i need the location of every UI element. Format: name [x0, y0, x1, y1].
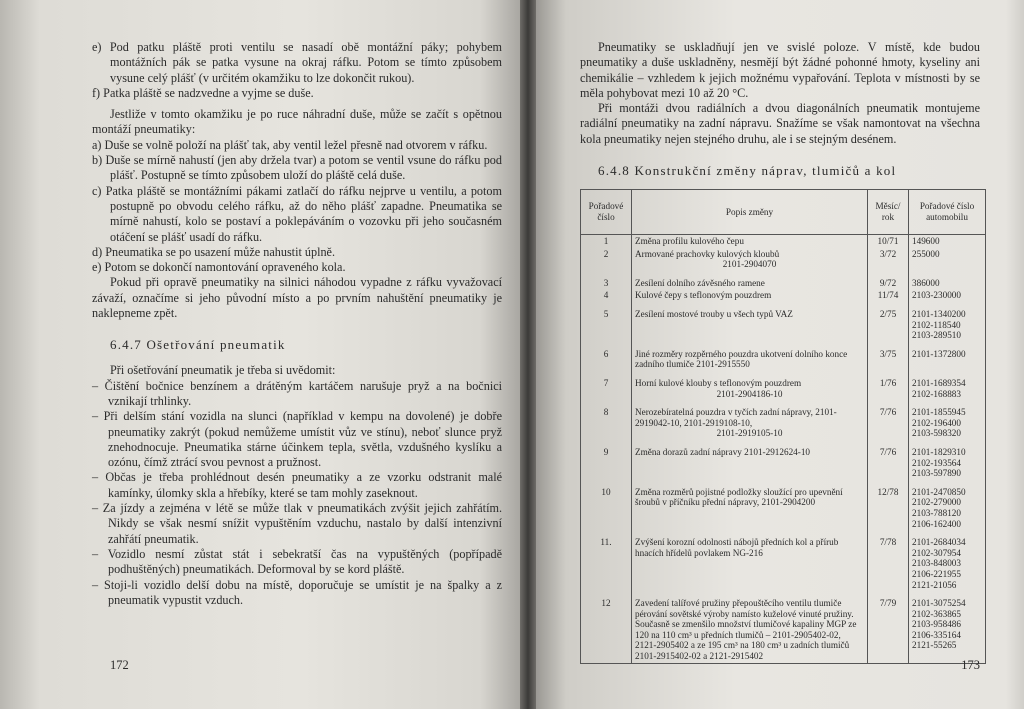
page-number: 172 [110, 658, 129, 672]
description-line: Změna dorazů zadní nápravy 2101-2912624-10 [635, 446, 811, 457]
section-heading: 6.4.8 Konstrukční změny náprav, tlumičů a kol [598, 163, 897, 179]
description-line: Změna profilu kulového čepu [635, 236, 744, 247]
car-number: 2101-1340200 [912, 309, 966, 320]
list-item: e) Pod patku pláště proti ventilu se nasadí obě montážní páky; pohybem montážních pák se patka vysune na okraj ráfku. Potom se tímto způsobem vysune celý plášť (v určitém okamžiku to lze dokončit rukou). [92, 40, 502, 85]
row-number-cell: 9 [581, 440, 632, 480]
paragraph: Pneumatiky se uskladňují jen ve svislé poloze. V místě, kde budou pneumatiky a duše uskladněny, nesmějí být žádné pohonné hmoty, kyseliny ani chemikálie – vzhledem k jejich možnému vypařování. Teplota v místnosti by se měla pohybovat mezi 10 až 20 °C. [580, 40, 980, 100]
car-number: 2103-848003 [912, 558, 961, 569]
car-number-cell [909, 248, 986, 271]
car-number: 2103-230000 [912, 290, 961, 301]
row-number-cell: 6 [581, 342, 632, 371]
table-row [581, 400, 986, 440]
table-row [581, 591, 986, 663]
description-cell [632, 271, 868, 290]
car-number: 2102-118540 [912, 319, 961, 330]
description-cell [632, 248, 868, 271]
car-number-cell [909, 591, 986, 663]
paragraph: Pokud při opravě pneumatiky na silnici náhodou vypadne z ráfku vyvažovací závaží, označíme si jeho původní místo a po prvním nahuštění pneumatiky je naklepneme zpět. [92, 275, 502, 321]
car-number: 2102-168883 [912, 388, 961, 399]
car-number: 2101-1372800 [912, 348, 966, 359]
description-cell [632, 440, 868, 480]
table-row [581, 480, 986, 530]
column-header: Měsíc/ rok [868, 190, 909, 235]
list-item: – Stoji-li vozidlo delší dobu na místě, doporučuje se umístit je na špalky a z pneumatik vypustit vzduch. [92, 577, 502, 607]
car-number: 2102-307954 [912, 547, 961, 558]
date-cell: 2/75 [868, 302, 909, 342]
list-item: d) Pneumatika se po usazení může nahustit úplně. [92, 244, 336, 259]
car-number: 2106-335164 [912, 629, 961, 640]
date-cell: 7/76 [868, 440, 909, 480]
paragraph: Při montáži dvou radiálních a dvou diagonálních pneumatik montujeme radiální pneumatiky na zadní nápravu. Snažíme se však namontovat na všechna kola pneumatiky nejen stejného druhu, ale i se stejným desénem. [580, 101, 980, 146]
list-item: f) Patka pláště se nadzvedne a vyjme se duše. [92, 85, 314, 100]
description-line: Horní kulové klouby s teflonovým pouzdrem [635, 378, 802, 389]
list-item: – Čištění bočnice benzínem a drátěným kartáčem narušuje pryž a na bočnici vznikají trhlinky. [92, 378, 502, 408]
description-line: Zesílení dolního závěsného ramene [635, 277, 765, 288]
row-number-cell: 11. [581, 530, 632, 591]
paragraph: Jestliže v tomto okamžiku je po ruce náhradní duše, může se začít s opětnou montáží pneumatiky: [92, 107, 502, 137]
row-number-cell: 5 [581, 302, 632, 342]
table-header-row [581, 190, 986, 235]
table-row [581, 440, 986, 480]
car-number: 149600 [912, 236, 940, 247]
list-item: c) Patka pláště se montážními pákami zatlačí do ráfku nejprve u ventilu, a potom postupně po obvodu celého ráfku, až do něho plášť zapadne. Pneumatika se mírně nahustí, kolo se postaví a poklepáváním o vozovku při jeho současném otáčení se plášť usadí do ráfku. [92, 183, 502, 244]
date-cell: 1/76 [868, 371, 909, 400]
row-number-cell: 4 [581, 289, 632, 302]
list-item: e) Potom se dokončí namontování opraveného kola. [92, 260, 346, 275]
section-heading: 6.4.7 Ošetřování pneumatik [110, 337, 286, 353]
car-number-cell [909, 302, 986, 342]
description-line: Jiné rozměry rozpěrného pouzdra ukotvení dolního konce zadního tlumiče 2101-2915550 [635, 348, 848, 370]
row-number-cell: 3 [581, 271, 632, 290]
car-number: 2106-221955 [912, 568, 961, 579]
car-number: 2102-363865 [912, 608, 961, 619]
column-header: Pořadové číslo [581, 190, 632, 235]
list-item: – Vozidlo nesmí zůstat stát i sebekratší čas na vypuštěných (popřípadě podhuštěných) pneumatikách. Deformoval by se kord pláště. [92, 546, 502, 577]
paragraph: Při ošetřování pneumatik je třeba si uvědomit: [110, 363, 336, 378]
car-number: 2101-1689354 [912, 378, 966, 389]
car-number: 2102-196400 [912, 417, 961, 428]
description-line: Zesílení mostové trouby u všech typů VAZ [635, 309, 793, 320]
car-number: 2121-55265 [912, 640, 957, 651]
description-line: 2101-2904186-10 [716, 388, 783, 399]
car-number: 2101-3075254 [912, 598, 966, 609]
list-item: – Při delším stání vozidla na slunci (například v kempu na dovolené) je dobře pneumatiky zakrýt (pokud nemůžeme umístit vůz ve stínu), neboť slunce pryž znehodnocuje. Pneumatika stárne účinkem tepla, světla, vzdušného kyslíku a ozónu, čímž ztrácí svou pevnost a pružnost. [92, 409, 502, 470]
table-body [581, 235, 986, 664]
date-cell: 7/76 [868, 400, 909, 440]
description-cell [632, 235, 868, 248]
car-number-cell [909, 289, 986, 302]
list-item: – Za jízdy a zejména v létě se může tlak v pneumatikách zvýšit jejich zahřátím. Nikdy se však nesmí snížit vypuštěním vzduchu, nastalo by další intenzivní zahřátí pneumatik. [92, 501, 502, 546]
car-number: 2101-1855945 [912, 407, 966, 418]
table-row [581, 235, 986, 248]
car-number: 2103-289510 [912, 330, 961, 341]
car-number-cell [909, 271, 986, 290]
car-number: 2103-958486 [912, 619, 961, 630]
car-number-cell [909, 371, 986, 400]
date-cell: 9/72 [868, 271, 909, 290]
left-text-column [92, 40, 502, 608]
description-line: Změna rozměrů pojistné podložky sloužící pro upevnění šroubů v příčníku přední nápravy, 2101-2904200 [635, 486, 843, 508]
date-cell: 3/75 [868, 342, 909, 371]
description-line: Armované prachovky kulových kloubů [635, 248, 780, 259]
description-line: Kulové čepy s teflonovým pouzdrem [635, 290, 772, 301]
car-number-cell [909, 400, 986, 440]
date-cell: 10/71 [868, 235, 909, 248]
description-line: Nerozebíratelná pouzdra v tyčích zadní nápravy, 2101-2919042-10, 2101-2919108-10, [635, 407, 837, 428]
description-line: 2101-2919105-10 [716, 428, 783, 439]
right-text-column [580, 40, 980, 664]
table-row [581, 271, 986, 290]
description-line: 2101-2904070 [722, 259, 777, 270]
date-cell: 7/78 [868, 530, 909, 591]
row-number-cell: 1 [581, 235, 632, 248]
car-number-cell [909, 342, 986, 371]
book-gutter [520, 0, 536, 709]
car-number: 2102-279000 [912, 497, 961, 508]
date-cell: 11/74 [868, 289, 909, 302]
car-number: 255000 [912, 248, 940, 259]
right-page [536, 0, 1024, 709]
list-item: b) Duše se mírně nahustí (jen aby držela tvar) a potom se ventil vsune do ráfku pod plášť. Postupně se tímto způsobem uloží do pláště celá duše. [92, 153, 502, 183]
column-header: Popis změny [632, 190, 868, 235]
row-number-cell: 2 [581, 248, 632, 271]
description-line: Zvýšení korozní odolnosti nábojů předních kol a přírub hnacích hřídelů povlakem NG-216 [635, 537, 839, 558]
car-number-cell [909, 235, 986, 248]
row-number-cell: 8 [581, 400, 632, 440]
description-cell [632, 591, 868, 663]
car-number-cell [909, 440, 986, 480]
table-row [581, 289, 986, 302]
car-number: 2102-193564 [912, 457, 961, 468]
table-row [581, 530, 986, 591]
car-number: 386000 [912, 277, 940, 288]
description-cell [632, 342, 868, 371]
description-cell [632, 371, 868, 400]
car-number: 2103-598320 [912, 428, 961, 439]
list-item: – Občas je třeba prohlédnout desén pneumatiky a ze vzorku odstranit malé kamínky, úlomky skla a hřebíky, které se tam mohly zaseknout. [92, 470, 502, 500]
description-cell [632, 400, 868, 440]
description-cell [632, 530, 868, 591]
date-cell: 12/78 [868, 480, 909, 530]
car-number: 2121-21056 [912, 579, 957, 590]
car-number-cell [909, 480, 986, 530]
table-row [581, 371, 986, 400]
date-cell: 7/79 [868, 591, 909, 663]
description-cell [632, 289, 868, 302]
description-line: Zavedení talířové pružiny přepouštěcího ventilu tlumiče pérování sovětské výroby namísto kuželové vinuté pružiny. Současně se zmenšilo množství tlumičové kapaliny MGP ze 120 na 110 cm³ u předních tlumičů – 2101-2905402-02, 2121-2905402 a ze 195 cm³ na 180 cm³ u zadních tlumičů 2101-2915402-02 a 2121-2915402 [635, 598, 857, 662]
changes-table [580, 189, 986, 664]
description-cell [632, 302, 868, 342]
list-item: a) Duše se volně položí na plášť tak, aby ventil ležel přesně nad otvorem v ráfku. [92, 137, 488, 152]
car-number: 2101-2470850 [912, 486, 966, 497]
row-number-cell: 12 [581, 591, 632, 663]
table-row [581, 342, 986, 371]
car-number: 2101-2684034 [912, 537, 966, 548]
car-number: 2101-1829310 [912, 446, 966, 457]
row-number-cell: 7 [581, 371, 632, 400]
row-number-cell: 10 [581, 480, 632, 530]
car-number: 2106-162400 [912, 518, 961, 529]
page-number: 173 [961, 658, 980, 672]
car-number: 2103-597890 [912, 468, 961, 479]
car-number-cell [909, 530, 986, 591]
car-number: 2103-788120 [912, 507, 961, 518]
description-cell [632, 480, 868, 530]
table-row [581, 248, 986, 271]
table-row [581, 302, 986, 342]
column-header: Pořadové číslo automobilu [909, 190, 986, 235]
date-cell: 3/72 [868, 248, 909, 271]
